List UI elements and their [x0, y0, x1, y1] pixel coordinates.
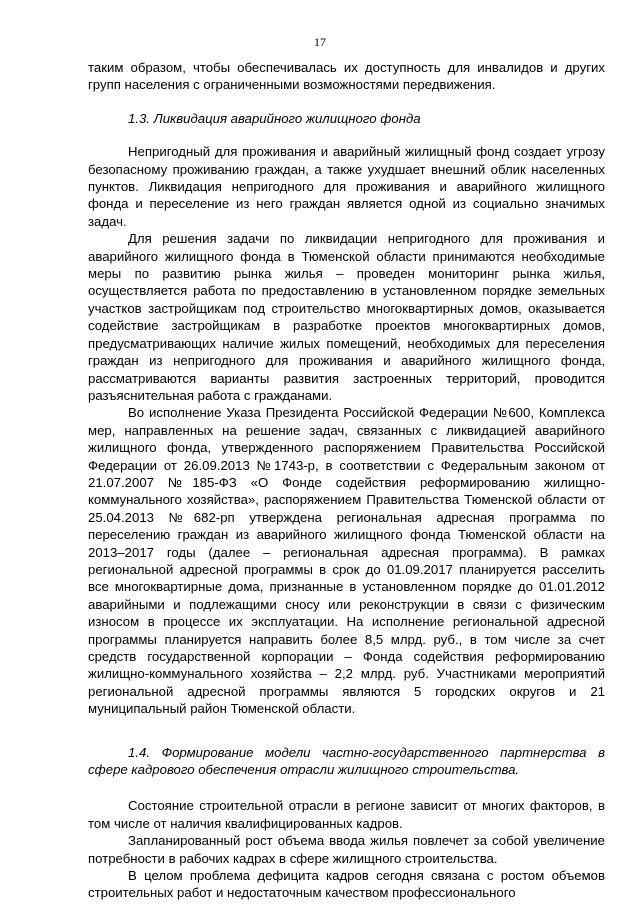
page-number: 17 [314, 35, 326, 49]
section-heading-1-3: 1.3. Ликвидация аварийного жилищного фонда [128, 110, 421, 126]
paragraph-industry-state: Состояние строительной отрасли в регионе зависит от многих факторов, в том числе от наличия квалифицированных кадров. [88, 798, 605, 831]
document-body [88, 59, 605, 902]
paragraph-unfit-housing: Непригодный для проживания и аварийный жилищный фонд создает угрозу безопасному проживанию граждан, а также ухудшает внешний облик населенных пунктов. Ликвидация непригодного для проживания и аварийного жилищного фонда и переселение из него граждан является одной из социально значимых задач. [88, 144, 605, 229]
paragraph-staff-shortage: В целом проблема дефицита кадров сегодня связана с ростом объемов строительных работ и недостаточным качеством профессионального [88, 868, 605, 901]
paragraph-regional-program: Во исполнение Указа Президента Российской Федерации №600, Комплекса мер, направленных на решение задач, связанных с ликвидацией аварийного жилищного фонда, утвержденного распоряжением Правительства Российской Федерации от 26.09.2013 №1743-р, в соответствии с Федеральным законом от 21.07.2007 №185-ФЗ «О Фонде содействия реформированию жилищно-коммунального хозяйства», распоряжением Правительства Тюменской области от 25.04.2013 №682-рп утверждена региональная адресная программа по переселению граждан из аварийного жилищного фонда Тюменской области на 2013–2017 годы (далее – региональная адресная программа). В рамках региональной адресной программы в срок до 01.09.2017 планируется расселить все многоквартирные дома, признанные в установленном порядке до 01.01.2012 аварийными и подлежащими сносу или реконструкции в связи с физическим износом в процессе их эксплуатации. На исполнение региональной адресной программы планируется направить более 8,5 млрд. руб., в том числе за счет средств государственной корпорации – Фонда содействия реформированию жилищно-коммунального хозяйства – 2,2 млрд. руб. Участниками мероприятий региональной адресной программы являются 5 городских округов и 21 муниципальный район Тюменской области. [88, 405, 605, 717]
paragraph-planned-growth: Запланированный рост объема ввода жилья повлечет за собой увеличение потребности в рабочих кадрах в сфере жилищного строительства. [88, 833, 605, 866]
paragraph-measures: Для решения задачи по ликвидации непригодного для проживания и аварийного жилищного фонда в Тюменской области принимаются необходимые меры по развитию рынка жилья – проведен мониторинг рынка жилья, осуществляется работа по предоставлению в установленном порядке земельных участков застройщикам под строительство многоквартирных домов, оказывается содействие застройщикам в разработке проектов многоквартирных домов, предусматривающих наличие жилых помещений, необходимых для переселения граждан из непригодного для проживания и аварийного жилищного фонда, рассматриваются варианты развития застроенных территорий, проводится разъяснительная работа с гражданами. [88, 231, 605, 403]
paragraph-continuation: таким образом, чтобы обеспечивалась их доступность для инвалидов и других групп населения с ограниченными возможностями передвижения. [88, 60, 605, 93]
section-heading-1-4: 1.4. Формирование модели частно-государственного партнерства в сфере кадрового обеспечения отрасли жилищного строительства. [88, 744, 605, 778]
